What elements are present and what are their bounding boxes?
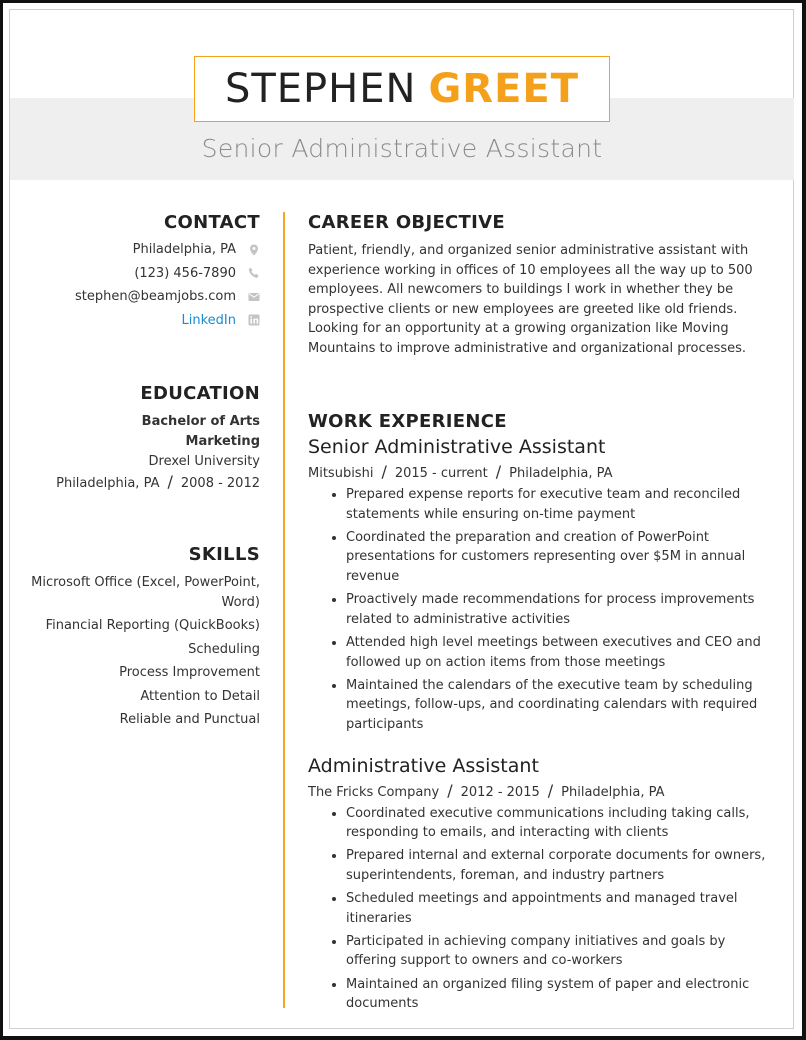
job-bullet: • Maintained an organized filing system of paper and electronic documents [346, 975, 778, 1014]
objective-text: Patient, friendly, and organized senior administrative assistant with experience working in offices of 10 employees all the way up to 500 employees. All newcomers to buildings I work in whether they be prospective clients or new employees are greeted like old friends. Looking for an opportunity at a growing organization like Moving Mountains to improve administrative and organizational processes. [308, 243, 753, 356]
job-title: Administrative Assistant [308, 754, 539, 777]
job-location: Philadelphia, PA [509, 466, 613, 481]
objective-heading: CAREER OBJECTIVE [308, 212, 505, 233]
education-degree: Bachelor of Arts [141, 414, 260, 429]
separator: / [167, 472, 173, 491]
objective-section [308, 212, 778, 359]
skills-heading: SKILLS [188, 544, 260, 565]
job-title: Senior Administrative Assistant [308, 436, 606, 458]
job-entry [308, 436, 778, 735]
column-divider [283, 212, 285, 1008]
job-meta [308, 781, 778, 800]
skill-item: Reliable and Punctual [119, 711, 260, 727]
job-dates: 2015 - current [394, 466, 488, 481]
envelope-icon [248, 291, 260, 303]
job-company: The Fricks Company [308, 784, 440, 800]
job-bullet: • Prepared internal and external corporate documents for owners, superintendents, foreman, and industry partners [346, 846, 778, 885]
contact-linkedin[interactable] [30, 309, 260, 333]
separator: / [547, 780, 554, 800]
last-name: GREET [428, 66, 580, 112]
separator: / [447, 780, 453, 800]
separator: / [381, 462, 387, 481]
linkedin-link[interactable]: LinkedIn [181, 312, 236, 328]
skill-item: Microsoft Office (Excel, PowerPoint, [31, 575, 260, 590]
contact-heading: CONTACT [164, 212, 260, 233]
job-bullet: • Proactively made recommendations for process improvements related to administrative activities [346, 590, 778, 629]
education-dates: 2008 - 2012 [180, 476, 260, 491]
contact-phone-text: (123) 456-7890 [134, 265, 236, 281]
job-bullet: • Attended high level meetings between executives and CEO and followed up on action items from those meetings [346, 633, 778, 672]
contact-email[interactable] [30, 285, 260, 309]
contact-location [30, 238, 260, 262]
contact-phone [30, 262, 260, 286]
job-meta [308, 462, 778, 481]
education-section [30, 383, 260, 494]
education-location-dates [30, 472, 260, 494]
job-bullet: • Maintained the calendars of the executive team by scheduling meetings, follow-ups, and coordinating calendars with required participants [346, 676, 778, 735]
job-bullet: • Coordinated executive communications including taking calls, responding to emails, and interacting with clients [346, 804, 778, 843]
job-location: Philadelphia, PA [561, 784, 665, 800]
job-bullets [308, 485, 778, 735]
linkedin-icon [248, 314, 260, 326]
separator: / [495, 462, 502, 481]
job-title-subtitle: Senior Administrative Assistant [201, 134, 603, 163]
education-heading: EDUCATION [140, 383, 260, 404]
skill-item: Scheduling [188, 641, 260, 657]
location-pin-icon [248, 244, 260, 256]
skill-item: Attention to Detail [140, 688, 260, 704]
phone-icon [248, 267, 260, 279]
education-school: Drexel University [148, 454, 260, 469]
skill-item: Word) [221, 595, 260, 610]
education-location: Philadelphia, PA [56, 476, 160, 491]
experience-section [308, 411, 778, 1017]
first-name: STEPHEN [224, 66, 417, 112]
job-bullet: • Scheduled meetings and appointments and managed travel itineraries [346, 889, 778, 928]
job-bullet: • Coordinated the preparation and creation of PowerPoint presentations for customers representing over $5M in annual revenue [346, 528, 778, 587]
skills-section [30, 544, 260, 733]
skill-item: Process Improvement [119, 665, 260, 681]
job-bullet: • Prepared expense reports for executive team and reconciled statements while ensuring on-time payment [346, 485, 778, 524]
skill-item: Financial Reporting (QuickBooks) [45, 618, 260, 634]
job-entry [308, 755, 778, 1014]
job-bullet: • Participated in achieving company initiatives and goals by offering support to owners and co-workers [346, 932, 778, 971]
contact-location-text: Philadelphia, PA [132, 242, 236, 258]
experience-heading: WORK EXPERIENCE [308, 411, 507, 432]
job-company: Mitsubishi [308, 466, 374, 481]
job-bullets [308, 804, 778, 1014]
education-major: Marketing [185, 434, 260, 449]
contact-section [30, 212, 260, 332]
name-box [194, 56, 610, 122]
job-dates: 2012 - 2015 [460, 784, 540, 800]
contact-email-text[interactable]: stephen@beamjobs.com [75, 289, 236, 305]
